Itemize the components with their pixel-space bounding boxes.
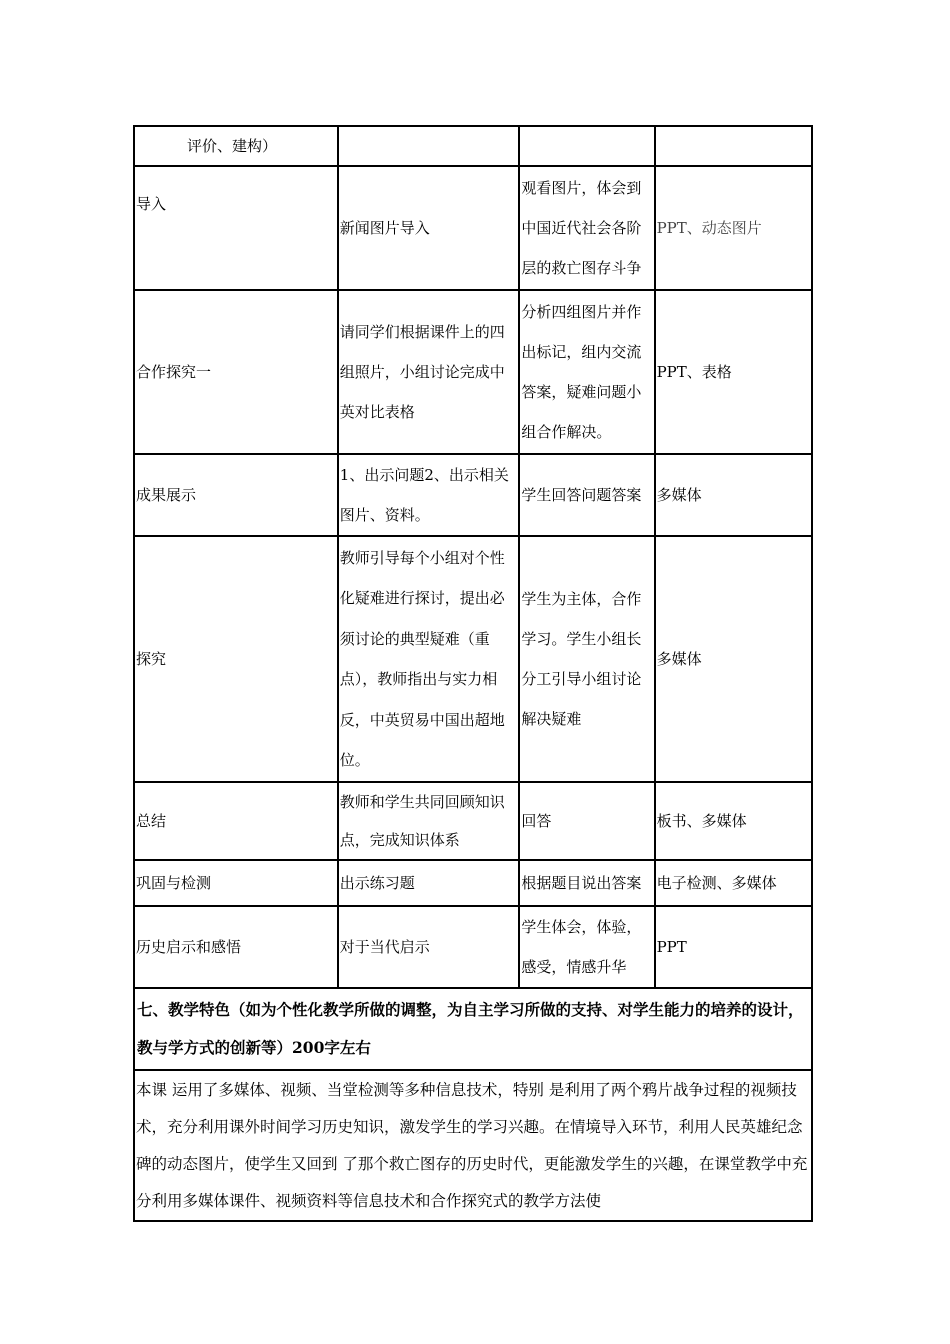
teacher-activity-cell: [338, 166, 520, 290]
student-activity-cell: [519, 166, 654, 290]
stage-text: 成果展示: [136, 486, 197, 504]
table-row: [134, 1070, 812, 1221]
media-cell: [655, 860, 812, 906]
media-cell: [655, 454, 812, 536]
teacher-activity-cell: [338, 860, 520, 906]
media-cell: [655, 290, 812, 454]
student-activity-cell: [519, 536, 654, 782]
teacher-activity-cell: [338, 782, 520, 860]
stage-cell: [134, 454, 338, 536]
section-heading: 七、教学特色（如为个性化教学所做的调整，为自主学习所做的支持、对学生能力的培养的设计，教与学方式的创新等）200字左右: [137, 1000, 804, 1057]
student-activity-text: 分析四组图片并作出标记，组内交流答案，疑难问题小组合作解决。: [521, 303, 642, 441]
student-activity-text: 回答: [521, 812, 552, 830]
stage-text: 总结: [136, 812, 167, 830]
media-text: 电子检测、多媒体: [656, 874, 777, 892]
teacher-activity-text: 对于当代启示: [339, 938, 430, 956]
media-cell: [655, 906, 812, 988]
student-activity-text: 学生为主体，合作学习。学生小组长分工引导小组讨论解决疑难: [521, 590, 642, 728]
stage-cell: [134, 536, 338, 782]
media-cell: [655, 126, 812, 166]
stage-cell: [134, 166, 338, 290]
stage-cell: [134, 126, 338, 166]
student-activity-text: 学生体会，体验，感受，情感升华: [521, 918, 642, 976]
teacher-activity-text: 请同学们根据课件上的四组照片，小组讨论完成中英对比表格: [339, 323, 505, 421]
student-activity-cell: [519, 126, 654, 166]
teacher-activity-cell: [338, 454, 520, 536]
stage-text: 导入: [136, 195, 167, 213]
section-body-cell: [134, 1070, 812, 1221]
student-activity-text: 根据题目说出答案: [521, 874, 642, 892]
table-row: [134, 126, 812, 166]
stage-text: 巩固与检测: [136, 874, 212, 892]
teacher-activity-text: 教师引导每个小组对个性化疑难进行探讨，提出必须讨论的典型疑难（重点），教师指出与实力相反，中英贸易中国出超地位。: [339, 548, 505, 769]
teacher-activity-cell: [338, 126, 520, 166]
teacher-activity-text: 出示练习题: [339, 874, 415, 892]
stage-text: 合作探究一: [136, 363, 212, 381]
table-row: [134, 454, 812, 536]
stage-text: 历史启示和感悟: [136, 938, 242, 956]
section-heading-cell: [134, 988, 812, 1070]
lesson-plan-table: [133, 125, 813, 1222]
student-activity-cell: [519, 782, 654, 860]
table-row: [134, 166, 812, 290]
table-row: [134, 988, 812, 1070]
section-body: 本课 运用了多媒体、视频、当堂检测等多种信息技术，特别 是利用了两个鸦片战争过程的视频技术，充分利用课外时间学习历史知识，激发学生的学习兴趣。在情境导入环节，利用人民英雄纪念碑的动态图片，使学生又回到 了那个救亡图存的历史时代，更能激发学生的兴趣，在课堂教学中充分利用多媒体课件、视频资料等信息技术和合作探究式的教学方法使: [136, 1081, 808, 1210]
teacher-activity-cell: [338, 290, 520, 454]
teacher-activity-text: 教师和学生共同回顾知识点，完成知识体系: [339, 793, 505, 849]
media-text: 多媒体: [656, 486, 702, 504]
student-activity-cell: [519, 860, 654, 906]
media-text: 板书、多媒体: [656, 812, 747, 830]
media-cell: [655, 166, 812, 290]
stage-text: 评价、建构）: [187, 137, 278, 155]
table-row: [134, 536, 812, 782]
teacher-activity-cell: [338, 536, 520, 782]
student-activity-cell: [519, 454, 654, 536]
stage-cell: [134, 906, 338, 988]
stage-cell: [134, 860, 338, 906]
student-activity-text: 学生回答问题答案: [521, 486, 642, 504]
media-text: PPT、表格: [656, 363, 732, 381]
table-row: [134, 906, 812, 988]
stage-cell: [134, 290, 338, 454]
media-cell: [655, 782, 812, 860]
media-text: 多媒体: [656, 650, 702, 668]
media-cell: [655, 536, 812, 782]
media-text: PPT、动态图片: [656, 219, 762, 237]
media-text: PPT: [656, 938, 687, 956]
teacher-activity-text: 新闻图片导入: [339, 219, 430, 237]
table-row: [134, 782, 812, 860]
table-row: [134, 290, 812, 454]
student-activity-text: 观看图片，体会到中国近代社会各阶层的救亡图存斗争: [521, 179, 642, 277]
table-row: [134, 860, 812, 906]
stage-text: 探究: [136, 650, 167, 668]
teacher-activity-cell: [338, 906, 520, 988]
stage-cell: [134, 782, 338, 860]
student-activity-cell: [519, 906, 654, 988]
student-activity-cell: [519, 290, 654, 454]
teacher-activity-text: 1、出示问题2、出示相关图片、资料。: [339, 466, 509, 524]
